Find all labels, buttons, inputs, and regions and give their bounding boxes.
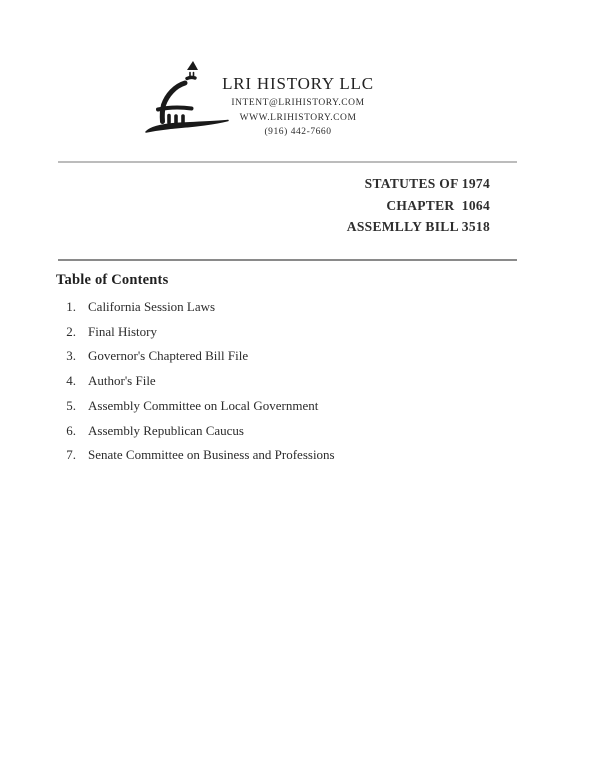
toc-item-label: Final History — [88, 323, 157, 339]
email-line: INTENT@LRIHISTORY.COM — [231, 98, 365, 108]
toc-item-label: California Session Laws — [88, 299, 216, 314]
toc-item-number: 3. — [66, 348, 76, 364]
toc-item — [56, 369, 526, 394]
phone-line: (916) 442-7660 — [264, 127, 332, 138]
toc-item-number: 5. — [66, 397, 76, 413]
toc-item-label: Governor's Chaptered Bill File — [88, 348, 249, 364]
divider-middle — [58, 259, 517, 261]
toc-item — [56, 419, 526, 444]
chapter-line: CHAPTER 1064 — [386, 197, 490, 213]
toc-item-label: Assembly Republican Caucus — [88, 422, 244, 438]
toc-item — [56, 443, 526, 468]
bill-reference-block — [58, 173, 490, 238]
toc-item — [56, 394, 526, 419]
toc-item-label: Assembly Committee on Local Government — [88, 397, 319, 413]
letterhead — [203, 73, 393, 140]
statutes-line: STATUTES OF 1974 — [364, 176, 490, 191]
toc-item-number: 4. — [66, 373, 76, 389]
toc-item — [56, 295, 526, 320]
website-line: WWW.LRIHISTORY.COM — [239, 112, 357, 123]
toc-item — [56, 344, 526, 369]
toc-item-label: Senate Committee on Business and Professions — [88, 447, 335, 463]
toc-item — [56, 320, 526, 345]
toc-item-label: Author's File — [88, 373, 156, 389]
toc-item-number: 6. — [66, 422, 76, 438]
toc-list — [56, 295, 526, 468]
toc-item-number: 7. — [66, 447, 76, 463]
bill-line: ASSEMLLY BILL 3518 — [346, 219, 490, 235]
toc-title: Table of Contents — [56, 272, 169, 288]
divider-top — [58, 161, 517, 163]
toc-item-number: 2. — [66, 323, 76, 339]
toc-item-number: 1. — [66, 299, 76, 314]
company-name: LRI HISTORY LLC — [222, 74, 374, 93]
